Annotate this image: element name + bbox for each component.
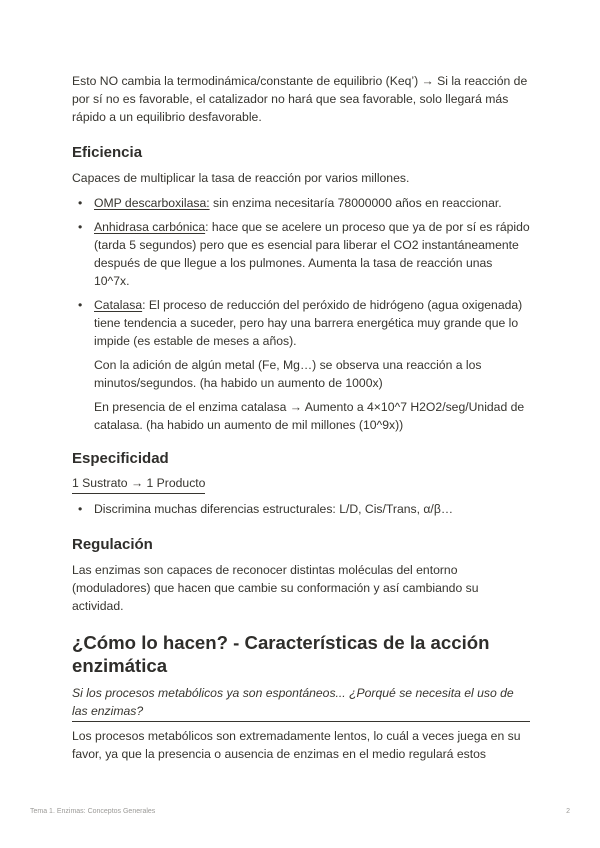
document-body (72, 72, 530, 763)
list-item: • Discrimina muchas diferencias estructurales: L/D, Cis/Trans, α/β… (72, 500, 530, 518)
catalasa-paragraph-1: Con la adición de algún metal (Fe, Mg…) se observa una reacción a los minutos/segundos. (ha habido un aumento de 1000x) (94, 358, 482, 390)
page-number: 2 (566, 808, 570, 815)
como-paragraph: Los procesos metabólicos son extremadamente lentos, lo cuál a veces juega en su favor, ya que la presencia o ausencia de enzimas en el medio regulará estos (72, 729, 521, 761)
page-footer (30, 808, 570, 815)
term-catalasa: Catalasa (94, 298, 143, 312)
list-item: • Anhidrasa carbónica: hace que se acelere un proceso que ya de por sí es rápido (tarda 5 segundos) pero que es esencial para liberar el CO2 instantáneamente después de que llegue a los pulmones. Aumenta la tasa de reacción unas 10^7x. (72, 218, 530, 290)
question-highlight: Si los procesos metabólicos ya son espontáneos... ¿Porqué se necesita el uso de las enzimas? (72, 684, 530, 722)
list-item: • Catalasa: El proceso de reducción del peróxido de hidrógeno (agua oxigenada) tiene tendencia a suceder, pero hay una barrera energética muy grande que lo impide (es estable de meses a años). (72, 296, 530, 350)
catalasa-paragraph-2: En presencia de el enzima catalasa → Aumento a 4×10^7 H2O2/seg/Unidad de catalasa. (ha habido un aumento de mil millones (10^9x)) (94, 400, 525, 432)
intro-paragraph: Esto NO cambia la termodinámica/constante de equilibrio (Keq’) → Si la reacción de por sí no es favorable, el catalizador no hará que sea favorable, solo llegará más rápido a un equilibrio desfavorable. (72, 74, 528, 124)
list-item: • OMP descarboxilasa: sin enzima necesitaría 78000000 años en reaccionar. (72, 194, 530, 212)
regulacion-paragraph: Las enzimas son capaces de reconocer distintas moléculas del entorno (moduladores) que hacen que cambie su conformación y así cambiando su actividad. (72, 563, 479, 613)
heading-como-lo-hacen: ¿Cómo lo hacen? - Características de la acción enzimática (72, 632, 490, 676)
eficiencia-lead: Capaces de multiplicar la tasa de reacción por varios millones. (72, 171, 410, 185)
especificidad-lead: 1 Sustrato → 1 Producto (72, 474, 530, 494)
heading-regulacion: Regulación (72, 536, 153, 553)
heading-especificidad: Especificidad (72, 450, 169, 467)
footer-title: Tema 1. Enzimas: Conceptos Generales (30, 808, 156, 815)
term-omp: OMP descarboxilasa: (94, 196, 210, 210)
especificidad-list (72, 500, 530, 518)
eficiencia-list (72, 194, 530, 350)
term-anhidrasa: Anhidrasa carbónica (94, 220, 206, 234)
heading-eficiencia: Eficiencia (72, 144, 143, 161)
